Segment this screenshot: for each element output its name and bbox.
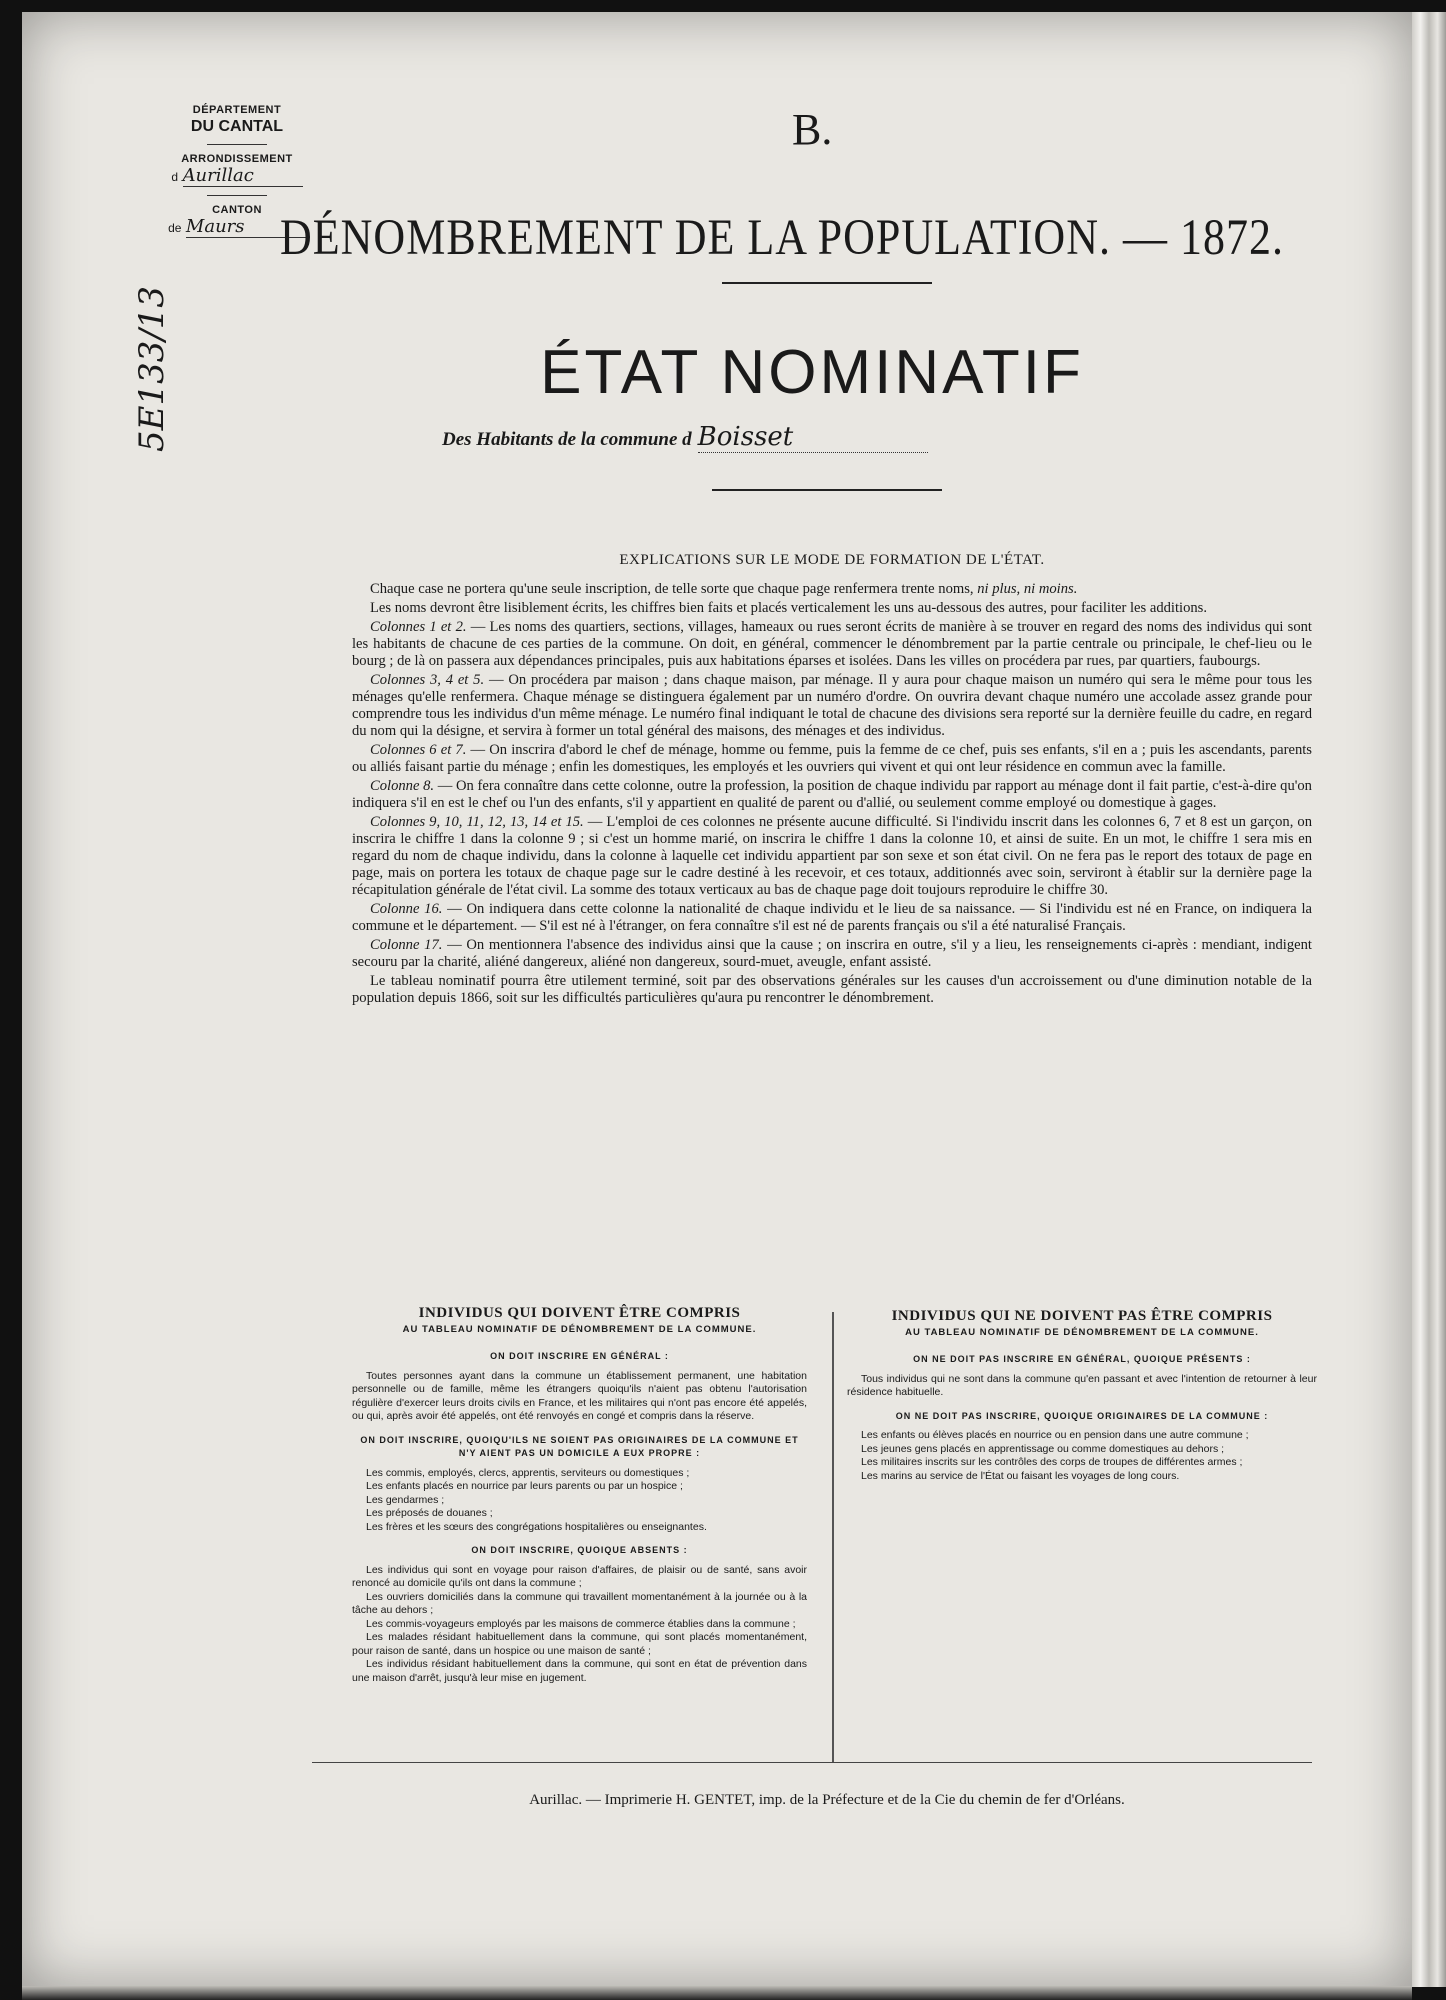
divider <box>207 144 267 145</box>
divider <box>712 489 942 491</box>
commune-line <box>442 422 928 453</box>
habitants-label: Des Habitants de la commune d <box>442 429 692 450</box>
paragraph: Les noms devront être lisiblement écrits, les chiffres bien faits et placés verticalement les uns au-dessous des autres, pour faciliter les additions. <box>370 600 1207 616</box>
paragraph: Colonne 17. — On mentionnera l'absence des individus ainsi que la cause ; on inscrira en outre, s'il y a lieu, les renseignements ci-après : mendiant, indigent secouru par la charité, aliéné dangereux, aliéné non dangereux, sourd-muet, aveugle, enfant assisté. <box>352 937 1312 970</box>
page-bottom-edge <box>22 1986 1412 2000</box>
printer-imprint: Aurillac. — Imprimerie H. GENTET, imp. de la Préfecture et de la Cie du chemin de fer d'Orléans. <box>529 1792 1125 1808</box>
section-heading: ON NE DOIT PAS INSCRIRE, QUOIQUE ORIGINAIRES DE LA COMMUNE : <box>895 1410 1269 1421</box>
section-heading: ON DOIT INSCRIRE EN GÉNÉRAL : <box>490 1351 669 1361</box>
list-item: Les préposés de douanes ; <box>366 1507 493 1519</box>
column-subtitle: AU TABLEAU NOMINATIF DE DÉNOMBREMENT DE LA COMMUNE. <box>402 1323 757 1335</box>
section-heading: ON DOIT INSCRIRE, QUOIQUE ABSENTS : <box>471 1545 688 1555</box>
paragraph: Colonnes 1 et 2. — Les noms des quartiers, sections, villages, hameaux ou rues seront écrits de manière à se trouver en regard des noms des individus qui sont les habitants de chacune de ces parties de la commune. On doit, en général, commencer le dénombrement par la partie centrale ou principale, le chef-lieu ou le bourg ; de là on passera aux dépendances principales, puis aux habitations éparses et isolées. Dans les villes on procédera par rues, par quartiers, faubourgs. <box>352 619 1312 669</box>
arrondissement-label: ARRONDISSEMENT <box>181 153 293 165</box>
list-item: Les individus qui sont en voyage pour raison d'affaires, de plaisir ou de santé, sans avoir renoncé au domicile qu'ils ont dans la commune ; <box>352 1563 807 1589</box>
list-item: Les enfants placés en nourrice par leurs parents ou par un hospice ; <box>366 1480 683 1492</box>
paragraph: Colonnes 3, 4 et 5. — On procédera par maison ; dans chaque maison, par ménage. Il y aura pour chaque maison un numéro qui sera le même pour tous les ménages qu'elle renfermera. Chaque ménage se distinguera également par un numéro d'ordre. On ouvrira devant chaque numéro une accolade assez grande pour comprendre tous les individus d'un même ménage. Le numéro final indiquant le total de chacune des divisions sera reporté sur la dernière feuille du cadre, en regard du nom qui la désigne, et servira à former un total général des maisons, des ménages et des individus. <box>352 672 1312 739</box>
document-heading: ÉTAT NOMINATIF <box>540 338 1084 407</box>
section-heading: ON DOIT INSCRIRE, QUOIQU'ILS NE SOIENT PAS ORIGINAIRES DE LA COMMUNE ET N'Y AIENT PAS UN DOMICILE A EUX PROPRE : <box>360 1434 799 1458</box>
arrondissement-value: Aurillac <box>183 165 303 187</box>
column-divider <box>832 1312 834 1762</box>
column-title: INDIVIDUS QUI NE DOIVENT PAS ÊTRE COMPRIS <box>891 1308 1273 1324</box>
explanations-section <box>352 552 1312 1009</box>
paragraph: Colonnes 9, 10, 11, 12, 13, 14 et 15. — L'emploi de ces colonnes ne présente aucune difficulté. Si l'individu inscrit dans les colonnes 6, 7 et 8 est un garçon, on inscrira le chiffre 1 dans la colonne 9 ; si c'est un homme marié, on inscrira le chiffre 1 dans la colonne 10, et ainsi de suite. En un mot, le chiffre 1 sera mis en regard du nom de chaque individu, dans la colonne à laquelle cet individu appartient par son sexe et son état civil. On ne fera pas le report des totaux de page en page, mais on portera les totaux de chaque page sur le cadre destiné à les recevoir, et ces totaux, additionnés avec soin, serviront à établir sur la dernière page la récapitulation générale de l'état civil. La somme des totaux verticaux au bas de chaque page doit toujours reproduire le chiffre 30. <box>352 814 1312 898</box>
departement-label: DÉPARTEMENT <box>192 104 282 116</box>
document-page <box>22 12 1412 1987</box>
paragraph: Colonne 8. — On fera connaître dans cette colonne, outre la profession, la position de chaque individu par rapport au ménage dont il fait partie, c'est-à-dire qu'on indiquera s'il en est le chef ou l'un des enfants, s'il y appartient en qualité de parent ou d'allié, ou seulement comme employé ou domestique à gages. <box>352 778 1312 811</box>
section-heading: ON NE DOIT PAS INSCRIRE EN GÉNÉRAL, QUOIQUE PRÉSENTS : <box>913 1354 1251 1364</box>
list-item: Les militaires inscrits sur les contrôles des corps de troupes de différentes armes ; <box>861 1456 1243 1468</box>
paragraph: Colonnes 6 et 7. — On inscrira d'abord le chef de ménage, homme ou femme, puis la femme de ce chef, puis ses enfants, s'il en a ; puis les ascendants, parents ou alliés faisant partie du ménage ; enfin les domestiques, les employés et les ouvriers qui vivent et qui ont leur résidence en commun avec la famille. <box>352 742 1312 775</box>
list-item: Les jeunes gens placés en apprentissage ou comme domestiques au dehors ; <box>861 1442 1225 1455</box>
column-title: INDIVIDUS QUI DOIVENT ÊTRE COMPRIS <box>418 1305 741 1321</box>
departement-value: DU CANTAL <box>190 118 284 135</box>
divider <box>722 282 932 284</box>
list-item: Les enfants ou élèves placés en nourrice ou en pension dans une autre commune ; <box>861 1429 1249 1441</box>
commune-name: Boisset <box>698 422 928 453</box>
canton-prefix: de <box>168 221 182 235</box>
paragraph: Toutes personnes ayant dans la commune un établissement permanent, une habitation personnelle ou de famille, même les étrangers quoiqu'ils n'aient pas obtenu l'autorisation régulière d'exercer leurs droits civils en France, et les militaires qui n'ont pas encore été appelés, ou qui, après avoir été appelés, ont été renvoyés en congé et compris dans la réserve. <box>352 1369 807 1422</box>
canton-value: Maurs <box>186 216 306 238</box>
paragraph: Le tableau nominatif pourra être utilement terminé, soit par des observations générales sur les causes d'un accroissement ou d'une diminution notable de la population depuis 1866, soit sur les difficultés particulières qu'aura pu rencontrer le dénombrement. <box>352 973 1312 1006</box>
page-stack-edge <box>1412 12 1446 1987</box>
archive-reference: 5E133/13 <box>132 285 172 452</box>
divider <box>207 195 267 196</box>
list-item: Les individus résidant habituellement dans la commune, qui sont en état de prévention dans une maison d'arrêt, jusqu'à leur mise en jugement. <box>352 1658 807 1684</box>
page-title: DÉNOMBREMENT DE LA POPULATION. — 1872. <box>280 209 1284 266</box>
list-item: Les commis-voyageurs employés par les maisons de commerce établies dans la commune ; <box>366 1617 796 1630</box>
column-subtitle: AU TABLEAU NOMINATIF DE DÉNOMBREMENT DE LA COMMUNE. <box>905 1326 1259 1338</box>
arrondissement-prefix: d <box>171 170 179 184</box>
list-item: Les ouvriers domiciliés dans la commune qui travaillent momentanément à la journée ou à la tâche au dehors ; <box>352 1590 807 1616</box>
list-item: Les commis, employés, clercs, apprentis, serviteurs ou domestiques ; <box>366 1466 690 1479</box>
list-item: Les marins au service de l'État ou faisant les voyages de long cours. <box>861 1469 1180 1482</box>
paragraph: Tous individus qui ne sont dans la commune qu'en passant et avec l'intention de retourner à leur résidence habituelle. <box>847 1372 1317 1398</box>
excluded-individuals-column <box>847 1310 1317 1483</box>
form-letter: B. <box>792 105 833 154</box>
divider <box>312 1762 1312 1763</box>
paragraph: Chaque case ne portera qu'une seule inscription, de telle sorte que chaque page renfermera trente noms, ni plus, ni moins. <box>370 581 1078 597</box>
explanations-heading: EXPLICATIONS SUR LE MODE DE FORMATION DE L'ÉTAT. <box>619 552 1045 568</box>
included-individuals-column <box>352 1307 807 1685</box>
canton-label: CANTON <box>212 204 262 216</box>
list-item: Les gendarmes ; <box>366 1493 445 1506</box>
list-item: Les frères et les sœurs des congrégations hospitalières ou enseignantes. <box>366 1520 707 1533</box>
list-item: Les malades résidant habituellement dans la commune, qui sont placés momentanément, pour raison de santé, dans un hospice ou une maison de santé ; <box>352 1631 807 1657</box>
paragraph: Colonne 16. — On indiquera dans cette colonne la nationalité de chaque individu et le lieu de sa naissance. — Si l'individu est né en France, on indiquera la commune et le département. — S'il est né à l'étranger, on fera connaître s'il est né de parents français ou s'il a été naturalisé Français. <box>352 901 1312 934</box>
